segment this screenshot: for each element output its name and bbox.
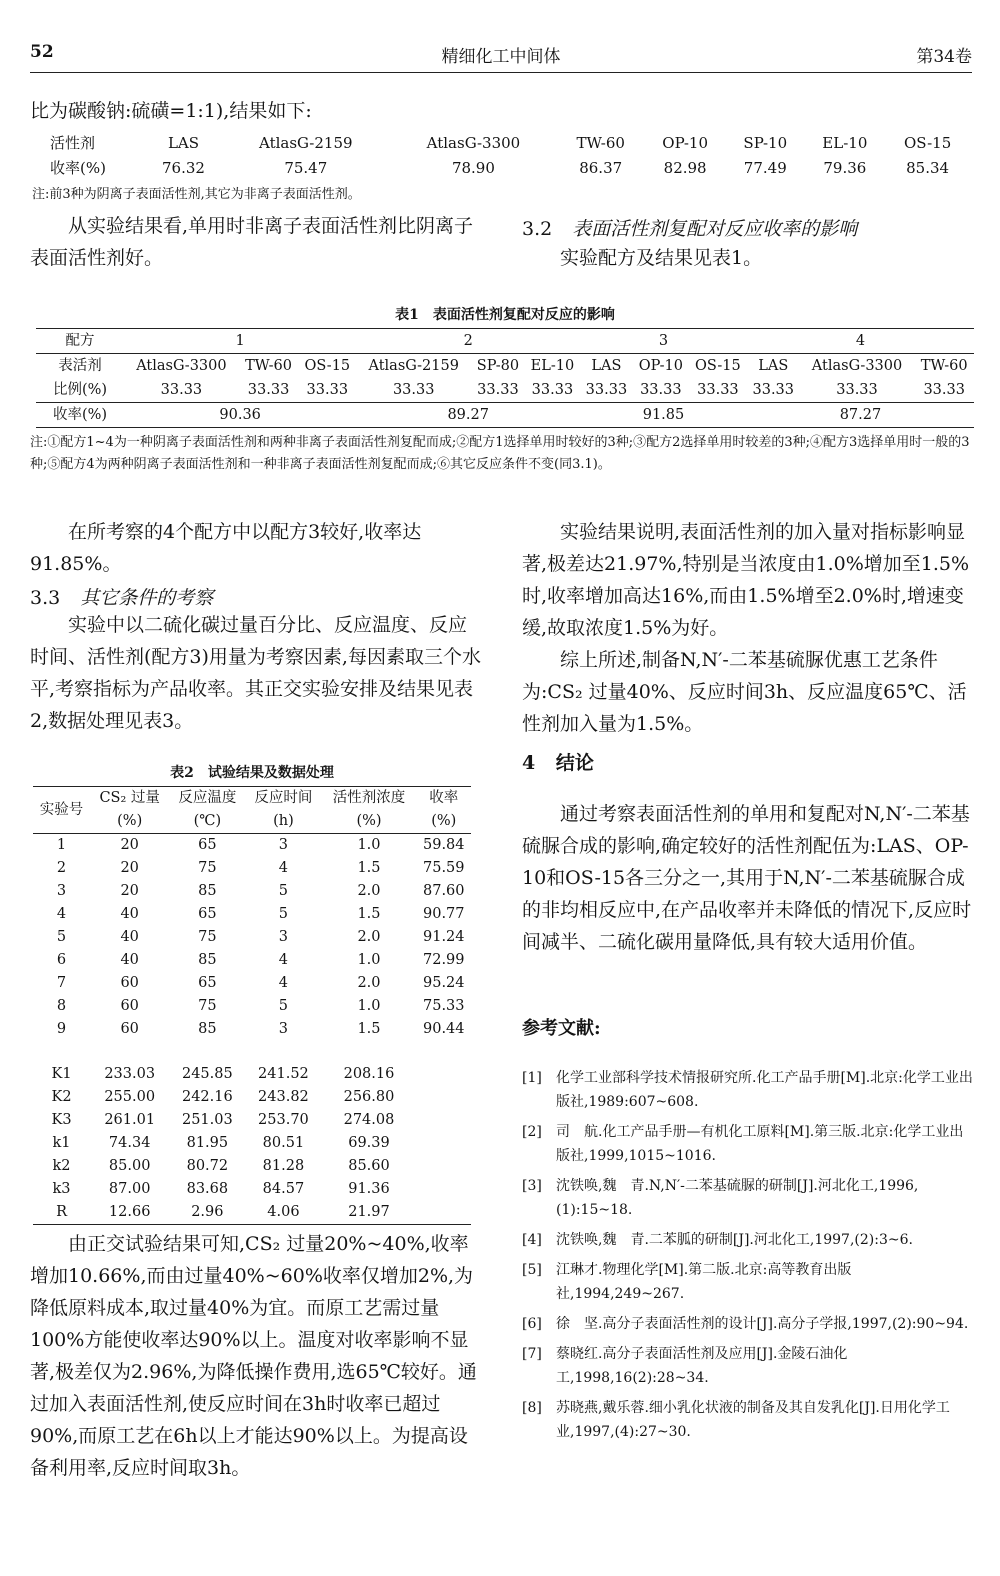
yield-cell: 87.27	[747, 403, 974, 428]
table-1-note: 注:①配方1~4为一种阴离子表面活性剂和两种非离子表面活性剂复配而成;②配方1选择单用时较好的3种;③配方2选择单用时较差的3种;④配方3选择单用时一般的3种;⑤配方4为两种阴离子表面活性剂和一种非离子表面活性剂复配而成;⑥其它反应条件不变(同3.1)。	[30, 435, 970, 472]
table-cell: 81.28	[262, 1158, 305, 1174]
reference-item: [4] 沈铁唤,魏 青.二苯胍的研制[J].河北化工,1997,(2):3~6.	[522, 1232, 913, 1248]
agent-cell: OS-15	[298, 354, 356, 379]
table-cell: 85.60	[348, 1158, 390, 1174]
intro-line: 比为碳酸钠:硫磺=1:1),结果如下:	[30, 100, 312, 122]
table-row	[33, 1086, 471, 1109]
table-row	[36, 378, 974, 403]
table-row	[33, 949, 471, 972]
formula-id: 2	[356, 329, 580, 354]
table-row	[33, 880, 471, 903]
agent-cell: LAS	[580, 354, 633, 379]
table-cell: EL-10	[822, 133, 868, 152]
section-3-2-heading	[522, 214, 857, 241]
header-rule	[30, 72, 972, 73]
table-row	[33, 903, 471, 926]
agent-cell: LAS	[747, 354, 800, 379]
table-cell: 1.5	[357, 860, 381, 876]
right-paragraph-3: 通过考察表面活性剂的单用和复配对N,N′-二苯基硫脲合成的影响,确定较好的活性剂配伍为:LAS、OP-10和OS-15各三分之一,其用于N,N′-二苯基硫脲合成的非均相反应中,在产品收率并未降低的情况下,反应时间减半、二硫化碳用量降低,具有较大适用价值。	[522, 803, 972, 953]
ratio-cell: 33.33	[697, 382, 739, 398]
left-paragraph-4: 由正交试验结果可知,CS₂ 过量20%~40%,收率增加10.66%,而由过量40%~60%收率仅增加2%,为降低原料成本,取过量40%为宜。而原工艺需过量100%方能使收率达90%以上。温度对收率影响不显著,极差仅为2.96%,为降低操作费用,选65℃较好。通过加入表面活性剂,使反应时间在3h时收率已超过90%,而原工艺在6h以上才能达90%以上。为提高设备利用率,反应时间取3h。	[30, 1233, 477, 1479]
table-cell: 6	[56, 952, 67, 968]
row-label: 收率(%)	[36, 403, 124, 428]
left-paragraph-3: 实验中以二硫化碳过量百分比、反应温度、反应时间、活性剂(配方3)用量为考察因素,每因素取三个水平,考察指标为产品收率。其正交实验安排及结果见表2,数据处理见表3。	[30, 614, 481, 732]
ratio-cell: 33.33	[477, 382, 519, 398]
reference-item: [2] 司 航.化工产品手册—有机化工原料[M].第三版.北京:化学工业出版社,1999,1015~1016.	[522, 1124, 964, 1164]
reference-item: [6] 徐 坚.高分子表面活性剂的设计[J].高分子学报,1997,(2):90~94.	[522, 1316, 969, 1332]
table-cell: 20	[120, 837, 139, 853]
table-cell: 208.16	[343, 1066, 395, 1082]
table-cell: 2	[56, 860, 67, 876]
formula-id: 4	[747, 329, 974, 354]
table-row	[33, 810, 471, 834]
table-cell: 5	[56, 929, 67, 945]
table-cell: 242.16	[181, 1089, 233, 1105]
table-cell: 75.47	[284, 158, 328, 177]
table-1	[36, 328, 974, 428]
table-cell: 255.00	[104, 1089, 156, 1105]
table-cell: 2.0	[357, 883, 381, 899]
table-cell: 59.84	[423, 837, 465, 853]
table-row	[33, 787, 471, 811]
table-cell: 75.59	[423, 860, 465, 876]
right-paragraph-2: 综上所述,制备N,N′-二苯基硫脲优惠工艺条件为:CS₂ 过量40%、反应时间3h、反应温度65℃、活性剂加入量为1.5%。	[522, 649, 967, 735]
row-label: 配方	[36, 329, 124, 354]
table-cell: 65	[198, 906, 217, 922]
ratio-cell: 33.33	[923, 382, 965, 398]
table-row	[33, 1201, 471, 1225]
table-cell: 4	[278, 860, 289, 876]
column-unit: (%)	[90, 810, 169, 834]
table-row	[36, 354, 974, 379]
table-2-title: 表2 试验结果及数据处理	[170, 765, 334, 781]
ratio-cell: 33.33	[392, 382, 435, 398]
table-cell: k1	[52, 1135, 71, 1151]
table-cell: 60	[120, 998, 139, 1014]
table-cell: 2.0	[357, 929, 381, 945]
table-cell: 90.44	[423, 1021, 465, 1037]
agent-cell: EL-10	[525, 354, 580, 379]
table-row	[50, 130, 970, 155]
table-cell: 69.39	[348, 1135, 390, 1151]
column-header: 实验号	[33, 787, 90, 834]
table-cell: 85.00	[108, 1158, 151, 1174]
references-heading: 参考文献:	[522, 1018, 601, 1039]
ratio-cell: 33.33	[585, 382, 628, 398]
table-cell: 243.82	[258, 1089, 309, 1105]
table-cell: 95.24	[423, 975, 465, 991]
table-cell: 7	[56, 975, 67, 991]
column-header: CS₂ 过量	[90, 787, 169, 811]
table-cell: 60	[120, 975, 139, 991]
table-cell: 87.60	[423, 883, 465, 899]
table-cell: 2.96	[169, 1201, 245, 1225]
table-cell: 40	[120, 906, 139, 922]
table-row	[33, 995, 471, 1018]
agent-cell: AtlasG-3300	[800, 354, 915, 379]
agent-cell: OP-10	[633, 354, 689, 379]
table-cell: 4	[56, 906, 67, 922]
table-cell: 91.36	[348, 1181, 390, 1197]
section-title: 表面活性剂复配对反应收率的影响	[572, 218, 858, 240]
table-row	[33, 1018, 471, 1041]
table-row	[33, 1109, 471, 1132]
table-cell: 5	[278, 906, 289, 922]
ratio-cell: 33.33	[752, 382, 795, 398]
table-cell: 74.34	[108, 1135, 151, 1151]
table-cell: K3	[51, 1112, 72, 1128]
yield-cell: 91.85	[580, 403, 747, 428]
table-cell: 245.85	[181, 1066, 233, 1082]
left-paragraph-1: 从实验结果看,单用时非离子表面活性剂比阴离子表面活性剂好。	[30, 215, 474, 269]
table-row	[33, 972, 471, 995]
formula-id: 1	[124, 329, 356, 354]
table-cell: 79.36	[823, 158, 867, 177]
reference-item: [3] 沈铁唤,魏 青.N,N′-二苯基硫脲的研制[J].河北化工,1996,(1):15~18.	[522, 1178, 919, 1218]
table-cell: 261.01	[104, 1112, 156, 1128]
table-cell: 4.06	[245, 1201, 321, 1225]
table-row	[50, 155, 970, 180]
ratio-cell: 33.33	[247, 382, 290, 398]
agent-cell: TW-60	[239, 354, 299, 379]
table-cell: 76.32	[162, 158, 205, 177]
table-cell: SP-10	[743, 133, 788, 152]
table-cell: 1.5	[357, 1021, 381, 1037]
agent-cell: AtlasG-3300	[124, 354, 239, 379]
formula-id: 3	[580, 329, 747, 354]
agent-cell: OS-15	[689, 354, 747, 379]
table-cell: OS-15	[903, 133, 952, 152]
ratio-cell: 33.33	[836, 382, 878, 398]
table-cell: 75	[198, 860, 217, 876]
table-cell: 4	[278, 952, 289, 968]
right-paragraph-1: 实验结果说明,表面活性剂的加入量对指标影响显著,极差达21.97%,特别是当浓度由1.0%增加至1.5%时,收率增加高达16%,而由1.5%增至2.0%时,增速变缓,故取浓度1.5%为好。	[522, 521, 970, 639]
table-cell: 3	[278, 929, 289, 945]
section-3-2-text: 实验配方及结果见表1。	[560, 247, 763, 269]
table-cell: 5	[278, 883, 289, 899]
table-cell: k2	[52, 1158, 71, 1174]
reference-list	[522, 1066, 974, 1450]
ratio-cell: 33.33	[531, 382, 574, 398]
table-cell: 80.72	[186, 1158, 229, 1174]
table-cell: R	[33, 1201, 90, 1225]
agent-cell: SP-80	[471, 354, 525, 379]
section-number: 4	[522, 752, 536, 774]
yield-cell: 89.27	[356, 403, 580, 428]
column-unit: (℃)	[169, 810, 245, 834]
reference-item: [8] 苏晓燕,戴乐蓉.细小乳化状液的制备及其自发乳化[J].日用化学工业,1997,(4):27~30.	[522, 1400, 950, 1440]
table-cell: 251.03	[181, 1112, 233, 1128]
table-row	[33, 1155, 471, 1178]
journal-name: 精细化工中间体	[441, 47, 561, 67]
table-cell: TW-60	[576, 133, 625, 152]
table-cell: 274.08	[343, 1112, 395, 1128]
table-2	[33, 786, 471, 1225]
table-cell: 85.34	[906, 158, 950, 177]
section-3-3-heading	[30, 583, 213, 610]
table-cell: 20	[120, 860, 139, 876]
table-cell: 20	[120, 883, 139, 899]
row-label: 比例(%)	[52, 382, 108, 398]
table-cell: 40	[120, 952, 139, 968]
table-cell: 75.33	[423, 998, 465, 1014]
table-row	[33, 1178, 471, 1201]
table-cell: 4	[278, 975, 289, 991]
table-cell: 72.99	[423, 952, 465, 968]
table-cell: 82.98	[663, 158, 707, 177]
table-cell: 9	[56, 1021, 67, 1037]
table-cell: AtlasG-2159	[259, 133, 353, 152]
section-title: 结论	[555, 752, 594, 774]
reference-item: [7] 蔡晓红.高分子表面活性剂及应用[J].金陵石油化工,1998,16(2):28~34.	[522, 1346, 848, 1386]
table-cell: 85	[198, 883, 217, 899]
table-cell: 60	[120, 1021, 139, 1037]
table-row	[36, 329, 974, 354]
table-cell: 85	[198, 1021, 217, 1037]
table-cell: OP-10	[662, 133, 708, 152]
table-cell: 21.97	[321, 1201, 416, 1225]
reference-item: [1] 化学工业部科学技术情报研究所.化工产品手册[M].北京:化学工业出版社,1989:607~608.	[522, 1070, 973, 1110]
table-cell: 2.0	[357, 975, 381, 991]
table-row	[33, 1132, 471, 1155]
table-cell: 75	[198, 998, 217, 1014]
table-cell: 3	[56, 883, 67, 899]
table-cell: 84.57	[262, 1181, 305, 1197]
table-cell: 40	[120, 929, 139, 945]
table-cell: 5	[278, 998, 289, 1014]
table-spacer	[33, 1041, 471, 1063]
table-cell: 241.52	[258, 1066, 309, 1082]
reference-item: [5] 江琳才.物理化学[M].第二版.北京:高等教育出版社,1994,249~267.	[522, 1262, 852, 1302]
column-header: 活性剂浓度	[321, 787, 416, 811]
table-cell: LAS	[167, 133, 200, 152]
column-unit: (h)	[245, 810, 321, 834]
left-paragraph-2: 在所考察的4个配方中以配方3较好,收率达91.85%。	[30, 521, 422, 575]
ratio-cell: 33.33	[160, 382, 203, 398]
table-cell: 1.0	[357, 837, 381, 853]
table-row	[36, 403, 974, 428]
table-row	[33, 926, 471, 949]
column-header: 收率	[417, 787, 471, 811]
table-row	[33, 834, 471, 858]
table-cell: 81.95	[186, 1135, 229, 1151]
column-unit: (%)	[417, 810, 471, 834]
ratio-cell: 33.33	[306, 382, 349, 398]
table-cell: 85	[198, 952, 217, 968]
agent-cell: AtlasG-2159	[356, 354, 471, 379]
section-4-heading	[522, 748, 594, 775]
table-cell: 87.00	[108, 1181, 151, 1197]
table-cell: 77.49	[743, 158, 787, 177]
table-cell: 1.0	[357, 998, 381, 1014]
volume-label: 第34卷	[916, 47, 972, 67]
running-header	[30, 40, 972, 70]
yield-cell: 90.36	[124, 403, 356, 428]
table-cell: 86.37	[579, 158, 623, 177]
table-row	[33, 1063, 471, 1086]
row-label: 收率(%)	[50, 159, 106, 177]
single-surfactant-table	[50, 130, 970, 180]
column-unit: (%)	[321, 810, 416, 834]
agent-cell: TW-60	[914, 354, 974, 379]
page-number: 52	[30, 42, 54, 62]
row-label: 表活剂	[36, 354, 124, 379]
ratio-cell: 33.33	[640, 382, 682, 398]
table-cell: 65	[198, 975, 217, 991]
table-cell: 12.66	[90, 1201, 169, 1225]
row-label: 活性剂	[50, 134, 96, 152]
table-cell: 8	[56, 998, 67, 1014]
table-cell: K2	[51, 1089, 72, 1105]
table-cell: 3	[278, 837, 289, 853]
table-cell: 1.0	[357, 952, 381, 968]
table-cell: 233.03	[104, 1066, 156, 1082]
table-cell: 256.80	[343, 1089, 395, 1105]
section-number: 3.3	[30, 587, 61, 609]
table-cell: 253.70	[258, 1112, 309, 1128]
table-cell: 91.24	[423, 929, 465, 945]
section-title: 其它条件的考察	[80, 587, 214, 609]
column-header: 反应温度	[169, 787, 245, 811]
table-cell: 78.90	[451, 158, 495, 177]
table-cell: K1	[51, 1066, 72, 1082]
section-number: 3.2	[522, 218, 553, 240]
table-cell: 1	[56, 837, 67, 853]
table-cell: AtlasG-3300	[426, 133, 521, 152]
table-cell: 3	[278, 1021, 289, 1037]
table-1-title: 表1 表面活性剂复配对反应的影响	[395, 307, 615, 323]
table-cell: 65	[198, 837, 217, 853]
table-cell: 83.68	[186, 1181, 229, 1197]
table-cell: k3	[52, 1181, 71, 1197]
column-header: 反应时间	[245, 787, 321, 811]
table-cell: 90.77	[423, 906, 465, 922]
single-table-note: 注:前3种为阴离子表面活性剂,其它为非离子表面活性剂。	[32, 187, 361, 202]
table-cell: 80.51	[262, 1135, 305, 1151]
table-cell: 1.5	[357, 906, 381, 922]
table-row	[33, 857, 471, 880]
table-cell: 75	[198, 929, 217, 945]
